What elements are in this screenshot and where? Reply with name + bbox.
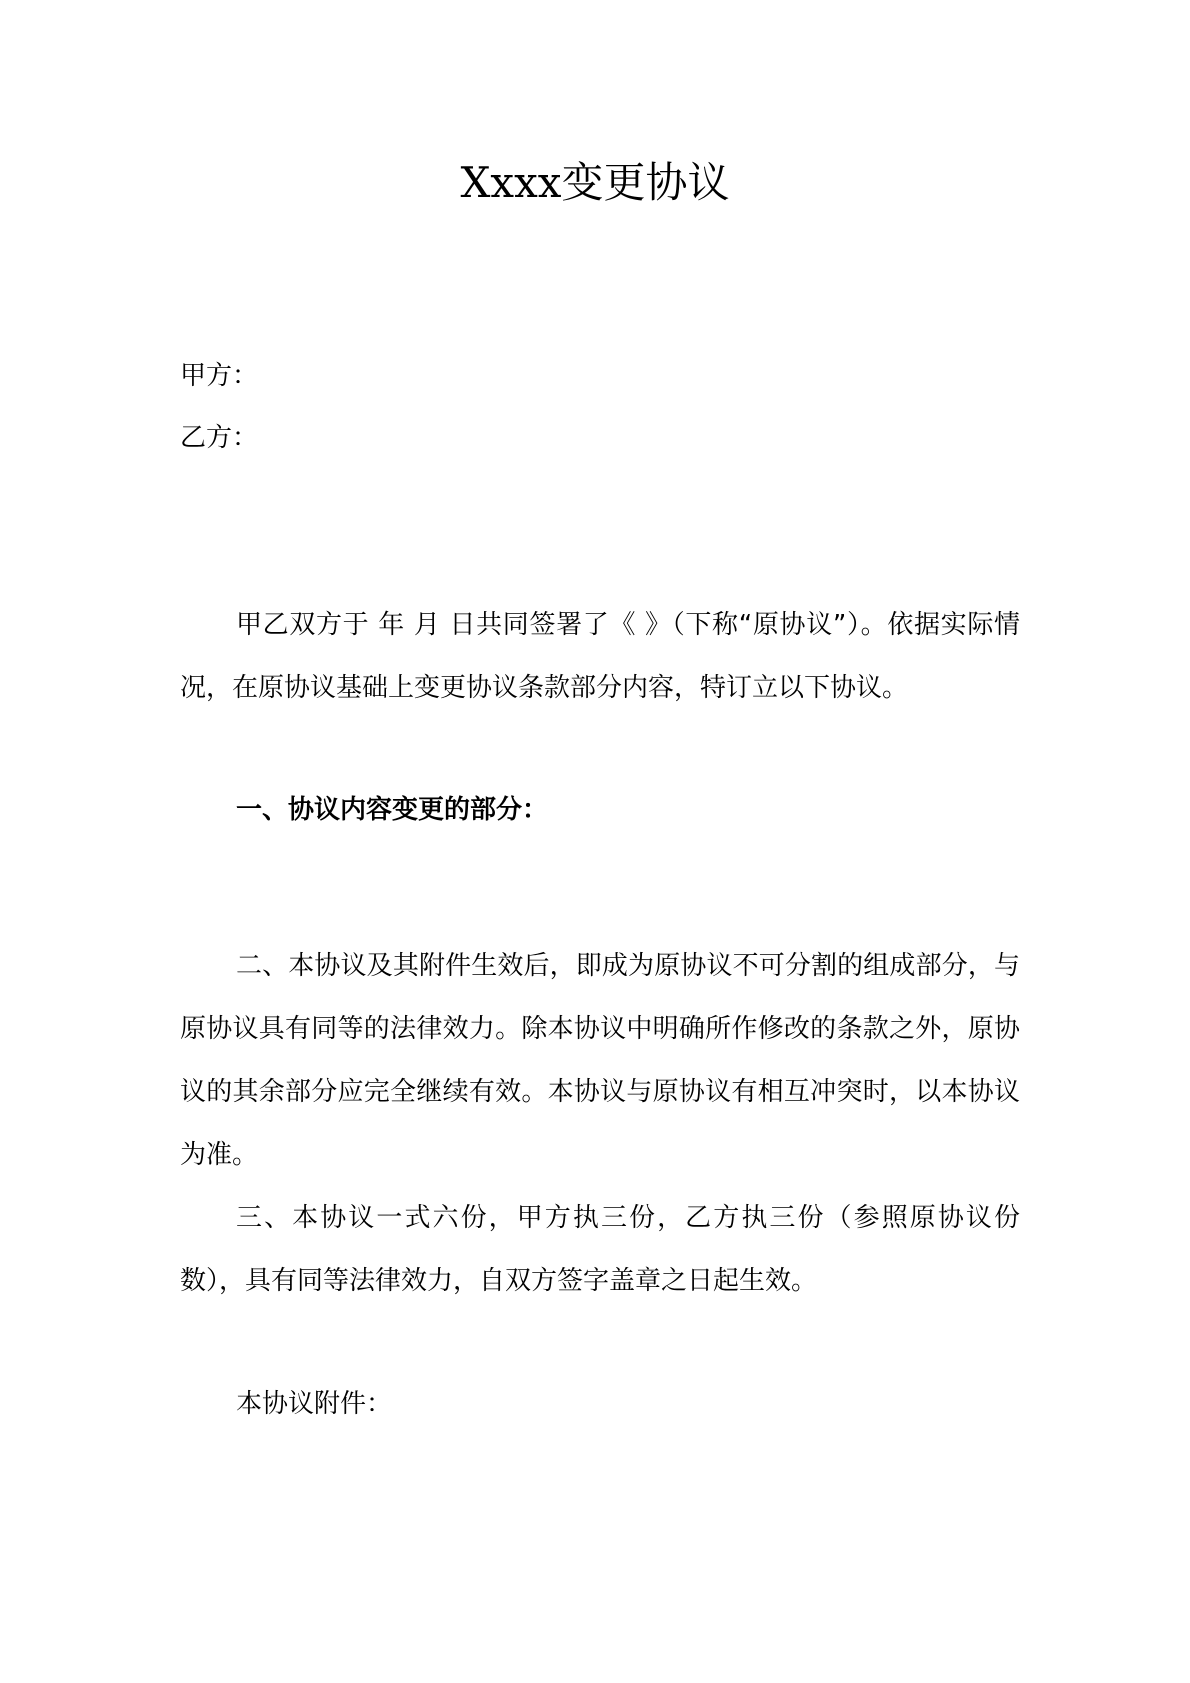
section-2-paragraph: 二、本协议及其附件生效后，即成为原协议不可分割的组成部分，与原协议具有同等的法律效力。除本协议中明确所作修改的条款之外，原协议的其余部分应完全继续有效。本协议与原协议有相互冲突时，以本协议为准。 xyxy=(180,951,1020,1170)
intro-paragraph: 甲乙双方于 年 月 日共同签署了《 》（下称“原协议”）。依据实际情况，在原协议基础上变更协议条款部分内容，特订立以下协议。 xyxy=(180,610,1020,703)
document-title: Xxxx变更协议 xyxy=(460,158,730,207)
party-a-label: 甲方： xyxy=(180,361,259,391)
party-b-label: 乙方： xyxy=(180,423,259,453)
attachments-label: 本协议附件： xyxy=(236,1389,393,1419)
section-1-heading: 一、协议内容变更的部分： xyxy=(236,795,549,825)
section-3-paragraph: 三、本协议一式六份，甲方执三份，乙方执三份（参照原协议份数），具有同等法律效力，自双方签字盖章之日起生效。 xyxy=(180,1203,1020,1296)
